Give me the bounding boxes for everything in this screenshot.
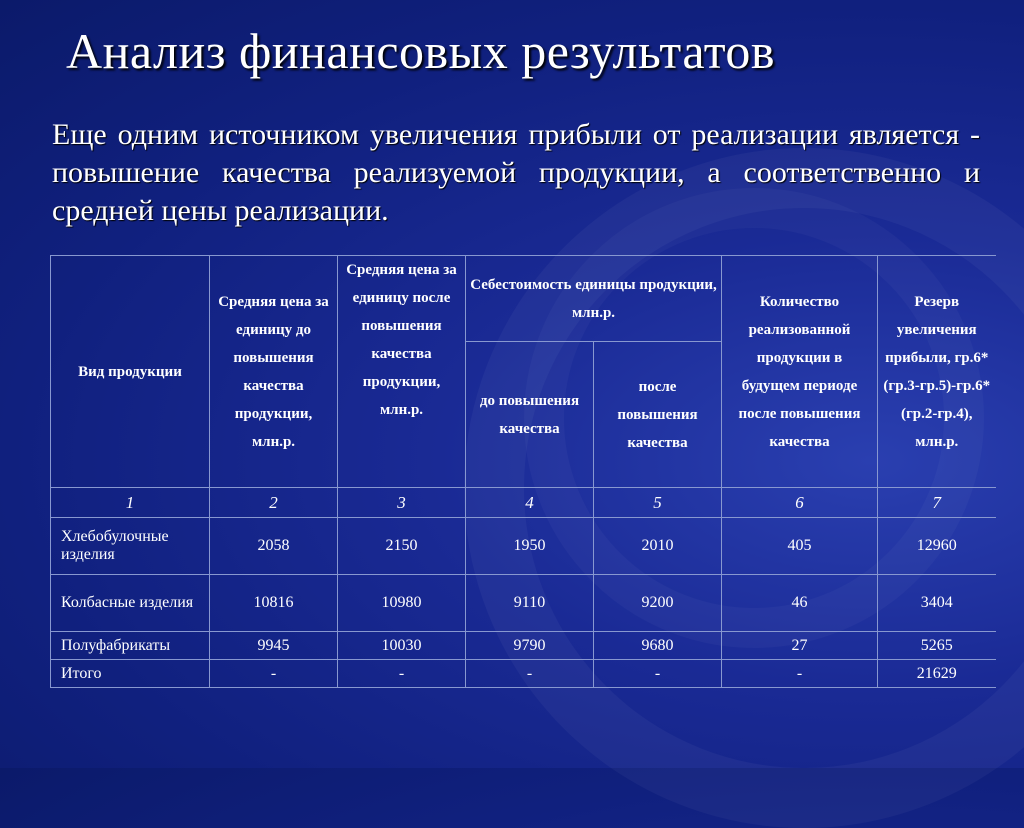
column-number: 4 xyxy=(466,488,594,518)
table-cell: - xyxy=(338,660,466,688)
column-number: 3 xyxy=(338,488,466,518)
column-number: 5 xyxy=(594,488,722,518)
header-price-before: Средняя цена за единицу до повышения качества продукции, млн.р. xyxy=(210,256,338,488)
table-cell: 9790 xyxy=(466,632,594,660)
column-number: 6 xyxy=(722,488,878,518)
table-cell: 1950 xyxy=(466,518,594,575)
header-price-after: Средняя цена за единицу после повышения качества продукции, млн.р. xyxy=(338,256,466,488)
column-number: 7 xyxy=(878,488,996,518)
table-cell: 10030 xyxy=(338,632,466,660)
table-cell: - xyxy=(210,660,338,688)
product-name: Полуфабрикаты xyxy=(51,632,210,660)
header-reserve: Резерв увеличения прибыли, гр.6*(гр.3-гр.5)-гр.6*(гр.2-гр.4), млн.р. xyxy=(878,256,996,488)
table-cell: 46 xyxy=(722,575,878,632)
header-cost-after: после повышения качества xyxy=(594,342,722,488)
table-cell: - xyxy=(594,660,722,688)
table-cell: 12960 xyxy=(878,518,996,575)
table-cell: 5265 xyxy=(878,632,996,660)
table-row xyxy=(51,575,996,632)
table-cell: 10816 xyxy=(210,575,338,632)
slide-title: Анализ финансовых результатов xyxy=(66,23,776,79)
table-cell: - xyxy=(722,660,878,688)
table-row-total xyxy=(51,660,996,688)
table-row xyxy=(51,518,996,575)
table-cell: - xyxy=(466,660,594,688)
column-number: 2 xyxy=(210,488,338,518)
table-cell: 9110 xyxy=(466,575,594,632)
table-cell: 10980 xyxy=(338,575,466,632)
table-cell: 2010 xyxy=(594,518,722,575)
slide-paragraph: Еще одним источником увеличения прибыли от реализации является - повышение качества реализуемой продукции, а соответственно и средней цены реализации. xyxy=(52,118,980,227)
product-name: Итого xyxy=(51,660,210,688)
table-cell: 405 xyxy=(722,518,878,575)
results-table xyxy=(50,255,996,688)
table-row xyxy=(51,632,996,660)
header-quantity: Количество реализованной продукции в будущем периоде после повышения качества xyxy=(722,256,878,488)
table-cell: 27 xyxy=(722,632,878,660)
table-cell: 3404 xyxy=(878,575,996,632)
results-table-container xyxy=(50,255,996,688)
table-cell: 9200 xyxy=(594,575,722,632)
product-name: Колбасные изделия xyxy=(51,575,210,632)
header-product: Вид продукции xyxy=(51,256,210,488)
column-number: 1 xyxy=(51,488,210,518)
header-cost-group: Себестоимость единицы продукции, млн.р. xyxy=(466,256,722,342)
column-number-row xyxy=(51,488,996,518)
product-name: Хлебобулочные изделия xyxy=(51,518,210,575)
header-cost-before: до повышения качества xyxy=(466,342,594,488)
table-cell: 21629 xyxy=(878,660,996,688)
table-cell: 2058 xyxy=(210,518,338,575)
table-cell: 9945 xyxy=(210,632,338,660)
table-cell: 2150 xyxy=(338,518,466,575)
table-cell: 9680 xyxy=(594,632,722,660)
